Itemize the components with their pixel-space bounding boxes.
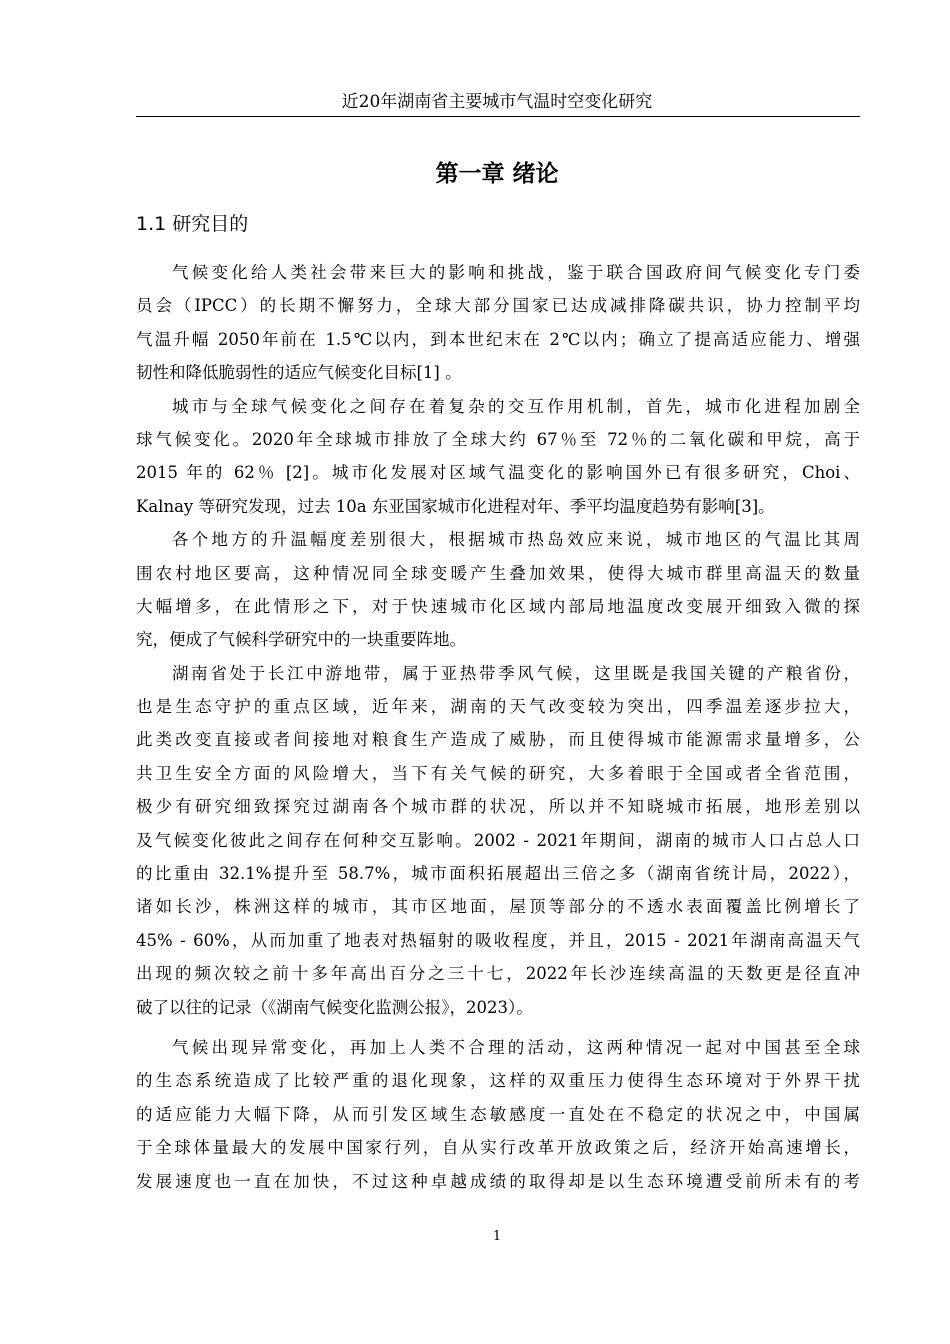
text-line: 发展速度也一直在加快，不过这种卓越成绩的取得却是以生态环境遭受前所未有的考 <box>136 1171 860 1191</box>
text-line: 球气候变化。2020年全球城市排放了全球大约 67％至 72％的二氧化碳和甲烷，高于 <box>136 429 860 449</box>
text-line: 也是生态守护的重点区域，近年来，湖南的天气改变较为突出，四季温差逐步拉大， <box>136 697 860 717</box>
text-line: 于全球体量最大的发展中国家行列，自从实行改革开放政策之后，经济开始高速增长， <box>136 1138 860 1158</box>
text-line: 诸如长沙，株洲这样的城市，其市区地面，屋顶等部分的不透水表面覆盖比例增长了 <box>136 897 860 917</box>
text-line: 2015 年的 62％ [2]。城市化发展对区域气温变化的影响国外已有很多研究，Choi、 <box>136 463 860 483</box>
text-line: 气候变化给人类社会带来巨大的影响和挑战，鉴于联合国政府间气候变化专门委 <box>172 263 860 282</box>
text-line: 及气候变化彼此之间存在何种交互影响。2002 - 2021年期间，湖南的城市人口占总人口 <box>136 830 860 850</box>
paragraph-gap <box>136 1024 860 1031</box>
text-line: 员会（IPCC）的长期不懈努力，全球大部分国家已达成减排降碳共识，协力控制平均 <box>136 296 860 316</box>
text-line: Kalnay 等研究发现，过去 10a 东亚国家城市化进程对年、季平均温度趋势有影响[3]。 <box>136 496 775 516</box>
text-line: 湖南省处于长江中游地带，属于亚热带季风气候，这里既是我国关键的产粮省份， <box>172 663 860 683</box>
paragraph <box>136 657 860 1024</box>
page-number: 1 <box>492 1229 502 1244</box>
section-heading: 1.1 研究目的 <box>136 213 249 235</box>
paragraph <box>136 1031 860 1198</box>
text-line: 此类改变直接或者间接地对粮食生产造成了威胁，而且使得城市能源需求量增多，公 <box>136 730 860 750</box>
text-line: 城市与全球气候变化之间存在着复杂的交互作用机制，首先，城市化进程加剧全 <box>172 396 860 416</box>
text-line: 气温升幅 2050年前在 1.5℃以内，到本世纪末在 2℃以内；确立了提高适应能力、增强 <box>136 329 860 349</box>
text-line: 气候出现异常变化，再加上人类不合理的活动，这两种情况一起对中国甚至全球 <box>172 1037 860 1057</box>
text-line: 45% - 60%，从而加重了地表对热辐射的吸收程度，并且，2015 - 2021年湖南高温天气 <box>136 930 860 950</box>
text-line: 极少有研究细致探究过湖南各个城市群的状况，所以并不知晓城市拓展，地形差别以 <box>136 797 860 817</box>
text-line: 的生态系统造成了比较严重的退化现象，这样的双重压力使得生态环境对于外界干扰 <box>136 1071 860 1091</box>
text-line: 破了以往的记录（《湖南气候变化监测公报》，2023）。 <box>136 997 533 1017</box>
text-line: 的比重由 32.1%提升至 58.7%，城市面积拓展超出三倍之多（湖南省统计局，2022）， <box>136 864 860 884</box>
text-line: 究，便成了气候科学研究中的一块重要阵地。 <box>136 630 466 650</box>
text-line: 大幅增多，在此情形之下，对于快速城市化区域内部局地温度改变展开细致入微的探 <box>136 596 860 616</box>
text-line: 共卫生安全方面的风险增大，当下有关气候的研究，大多着眼于全国或者全省范围， <box>136 763 860 783</box>
body-text <box>136 256 860 1198</box>
text-line: 各个地方的升温幅度差别很大，根据城市热岛效应来说，城市地区的气温比其周 <box>172 530 860 550</box>
header-rule <box>136 116 860 117</box>
chapter-title: 第一章 绪论 <box>435 161 559 187</box>
text-line: 出现的频次较之前十多年高出百分之三十七，2022年长沙连续高温的天数更是径直冲 <box>136 964 860 984</box>
text-line: 围农村地区要高，这种情况同全球变暖产生叠加效果，使得大城市群里高温天的数量 <box>136 563 860 583</box>
paragraph <box>136 390 860 524</box>
text-line: 的适应能力大幅下降，从而引发区域生态敏感度一直处在不稳定的状况之中，中国属 <box>136 1104 860 1124</box>
text-line: 韧性和降低脆弱性的适应气候变化目标[1] 。 <box>136 363 462 383</box>
paragraph <box>136 523 860 657</box>
running-header: 近20年湖南省主要城市气温时空变化研究 <box>341 92 653 112</box>
paragraph <box>136 256 860 390</box>
